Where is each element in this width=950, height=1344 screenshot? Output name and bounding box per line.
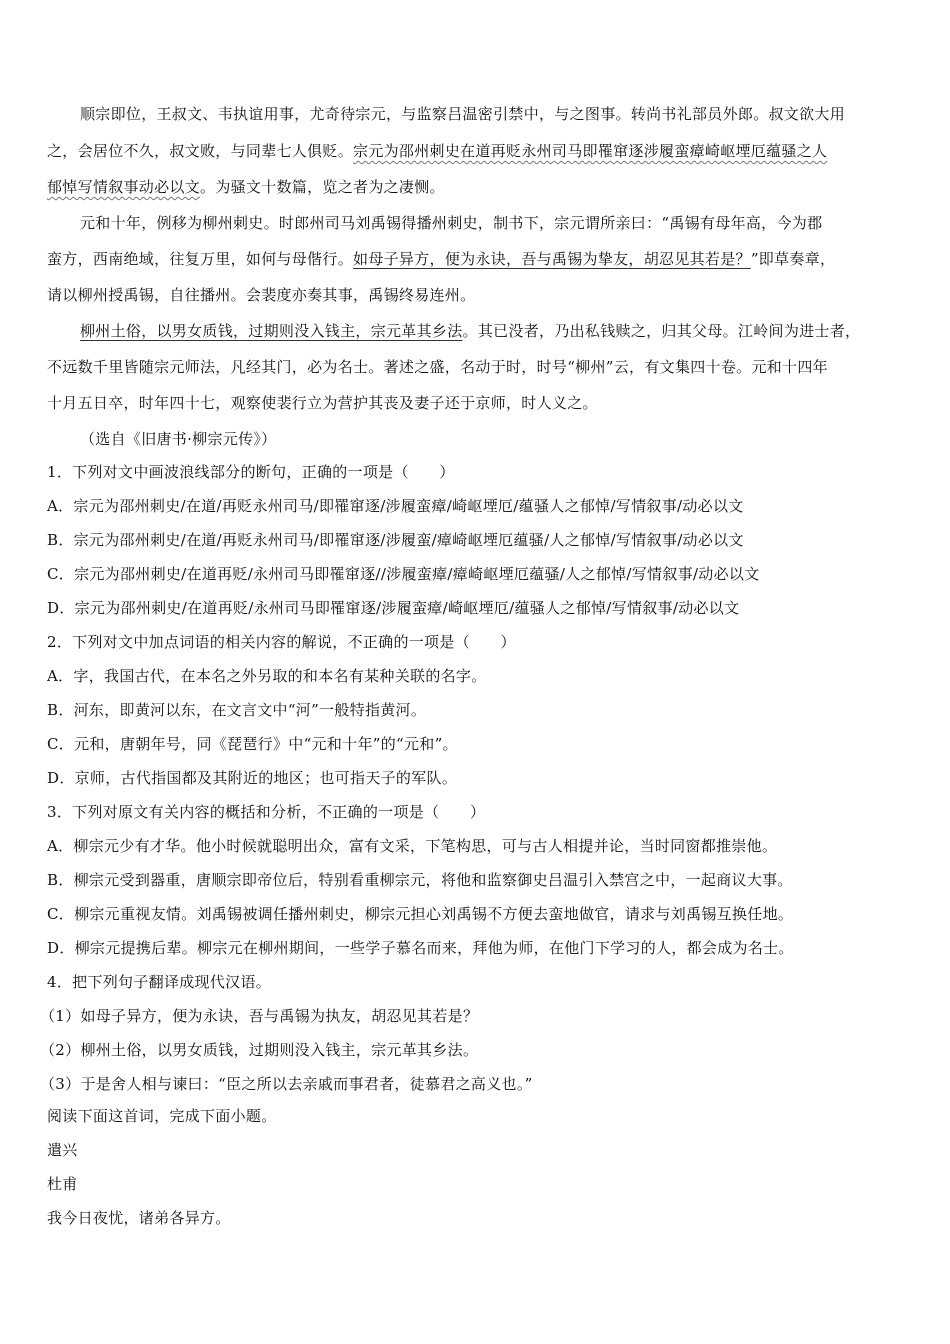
passage-text: ”即草奏章， bbox=[750, 250, 836, 268]
answer-option: B．河东，即黄河以东，在文言文中“河”一般特指黄河。 bbox=[47, 701, 427, 719]
question-line: 杜甫 bbox=[47, 1175, 78, 1193]
answer-option: A．柳宗元少有才华。他小时候就聪明出众，富有文采，下笔构思，可与古人相提并论，当时同窗都推崇他。 bbox=[47, 837, 778, 855]
answer-option: D．宗元为邵州刺史/在道再贬/永州司马即罹窜逐/涉履蛮瘴/崎岖堙厄/蕴骚人之郁悼/写情叙事/动必以文 bbox=[47, 599, 740, 617]
answer-option: B．柳宗元受到器重，唐顺宗即帝位后，特别看重柳宗元，将他和监察御史吕温引入禁宫之中，一起商议大事。 bbox=[47, 871, 793, 889]
question-line: （2）柳州土俗，以男女质钱，过期则没入钱主，宗元革其乡法。 bbox=[40, 1041, 479, 1059]
answer-option: D．京师，古代指国都及其附近的地区；也可指天子的军队。 bbox=[47, 769, 458, 787]
wavy-underlined-text: 郁悼写情叙事动必以文 bbox=[47, 178, 201, 196]
passage-text: 十月五日卒，时年四十七，观察使裴行立为营护其丧及妻子还于京师，时人义之。 bbox=[47, 394, 598, 412]
answer-option: A．宗元为邵州刺史/在道/再贬永州司马/即罹窜逐/涉履蛮瘴/崎岖堙厄/蕴骚人之郁悼/写情叙事/动必以文 bbox=[47, 497, 744, 515]
passage-line bbox=[47, 285, 475, 305]
answer-option: C．柳宗元重视友情。刘禹锡被调任播州刺史，柳宗元担心刘禹锡不方便去蛮地做官，请求与刘禹锡互换任地。 bbox=[47, 905, 794, 923]
question-line: （1）如母子异方，便为永诀，吾与禹锡为执友，胡忍见其若是？ bbox=[40, 1007, 479, 1025]
question-stem: 1．下列对文中画波浪线部分的断句，正确的一项是（ ） bbox=[47, 463, 455, 481]
answer-option: D．柳宗元提携后辈。柳宗元在柳州期间，一些学子慕名而来，拜他为师，在他门下学习的人，都会成为名士。 bbox=[47, 939, 794, 957]
passage-text: （选自《旧唐书·柳宗元传》） bbox=[80, 430, 277, 448]
passage-text: 蛮方，西南绝域，往复万里，如何与母偕行。 bbox=[47, 250, 354, 268]
passage-line bbox=[80, 104, 845, 124]
passage-text: 顺宗即位，王叔文、韦执谊用事，尤奇待宗元，与监察吕温密引禁中，与之图事。转尚书礼部员外郎。叔文欲大用 bbox=[80, 105, 846, 123]
solid-underlined-text: 柳州土俗，以男女质钱，过期则没入钱主，宗元革其乡法 bbox=[80, 322, 463, 340]
answer-option: C．元和，唐朝年号，同《琵琶行》中“元和十年”的“元和”。 bbox=[47, 735, 458, 753]
passage-line bbox=[47, 141, 827, 161]
wavy-underlined-text: 宗元为邵州刺史在道再贬永州司马即罹窜逐涉履蛮瘴崎岖堙厄蕴骚之人 bbox=[353, 142, 828, 160]
question-line: 我今日夜忧，诸弟各异方。 bbox=[47, 1209, 231, 1227]
question-stem: 2．下列对文中加点词语的相关内容的解说，不正确的一项是（ ） bbox=[47, 633, 516, 651]
passage-line bbox=[47, 177, 445, 197]
question-line: 阅读下面这首词，完成下面小题。 bbox=[47, 1107, 277, 1125]
passage-text: 。其已没者，乃出私钱赎之，归其父母。江岭间为进士者， bbox=[462, 322, 861, 340]
passage-text: 。为骚文十数篇，览之者为之凄恻。 bbox=[200, 178, 445, 196]
passage-line bbox=[47, 393, 598, 413]
passage-text: 元和十年，例移为柳州刺史。时郎州司马刘禹锡得播州刺史，制书下，宗元谓所亲曰：“禹锡有母年高，今为郡 bbox=[80, 214, 823, 232]
solid-underlined-text: 如母子异方，便为永诀，吾与禹锡为挚友，胡忍见其若是？ bbox=[353, 250, 751, 268]
passage-text: 不远数千里皆随宗元师法，凡经其门，必为名士。著述之盛，名动于时，时号“柳州”云，有文集四十卷。元和十四年 bbox=[47, 358, 828, 376]
passage-line bbox=[80, 321, 860, 341]
source-citation bbox=[80, 429, 276, 449]
answer-option: C．宗元为邵州刺史/在道再贬/永州司马即罹窜逐//涉履蛮瘴/瘴崎岖堙厄蕴骚/人之郁悼/写情叙事/动必以文 bbox=[47, 565, 760, 583]
passage-line bbox=[47, 357, 828, 377]
passage-text: 之，会居位不久，叔文败，与同辈七人俱贬。 bbox=[47, 142, 354, 160]
answer-option: B．宗元为邵州刺史/在道/再贬永州司马/即罹窜逐/涉履蛮/瘴崎岖堙厄蕴骚/人之郁悼/写情叙事/动必以文 bbox=[47, 531, 744, 549]
passage-line bbox=[80, 213, 822, 233]
answer-option: A．字，我国古代，在本名之外另取的和本名有某种关联的名字。 bbox=[47, 667, 487, 685]
passage-line bbox=[47, 249, 835, 269]
question-stem: 3．下列对原文有关内容的概括和分析，不正确的一项是（ ） bbox=[47, 803, 486, 821]
passage-text: 请以柳州授禹锡，自往播州。会裴度亦奏其事，禹锡终易连州。 bbox=[47, 286, 476, 304]
question-line: 遣兴 bbox=[47, 1141, 78, 1159]
question-stem: 4．把下列句子翻译成现代汉语。 bbox=[47, 973, 272, 991]
question-line: （3）于是舍人相与谏曰：“臣之所以去亲戚而事君者，徒慕君之高义也。” bbox=[40, 1075, 533, 1093]
